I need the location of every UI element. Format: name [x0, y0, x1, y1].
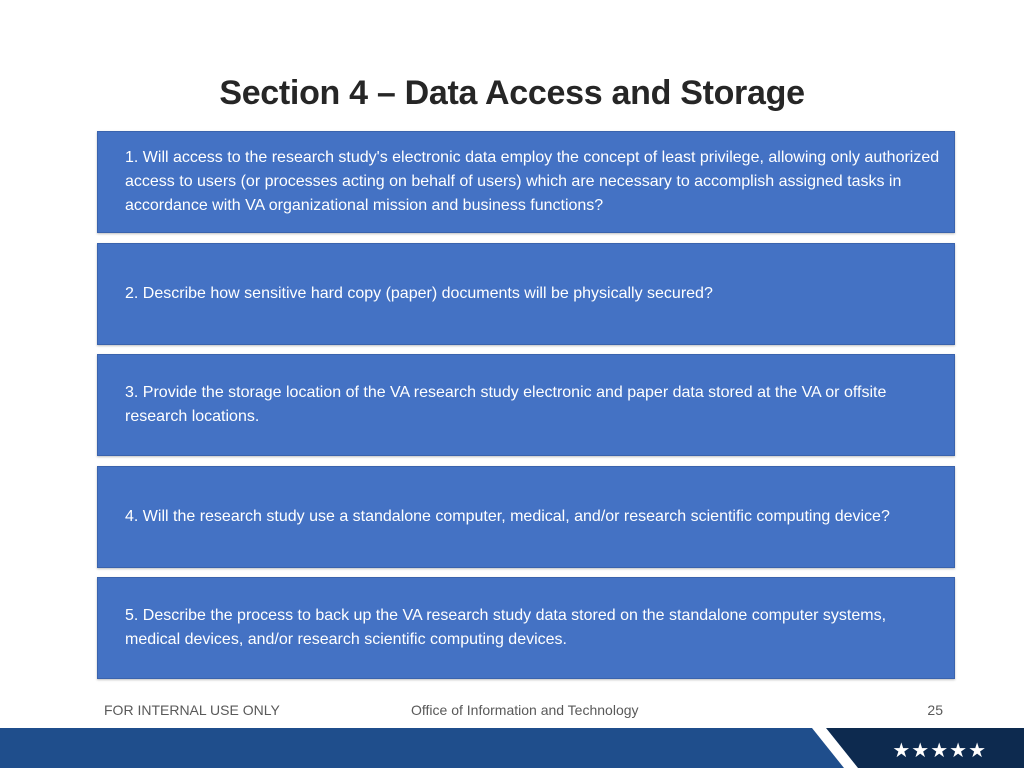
- brand-bar-graphic: [0, 728, 1024, 768]
- question-text-3: 3. Provide the storage location of the VA research study electronic and paper data stored at the VA or offsite research locations.: [125, 384, 887, 425]
- slide-title: Section 4 – Data Access and Storage: [219, 74, 805, 112]
- footer-page-number: 25: [927, 702, 943, 718]
- question-text-5: 5. Describe the process to back up the VA research study data stored on the standalone computer systems, medical devices, and/or research scientific computing devices.: [125, 607, 887, 648]
- bottom-brand-bar: [0, 728, 1024, 768]
- question-box-4: [97, 466, 955, 568]
- question-box-2: [97, 243, 955, 345]
- five-stars-icon: ★★★★★: [892, 738, 987, 762]
- question-list: [97, 131, 955, 679]
- footer-office: Office of Information and Technology: [411, 702, 639, 718]
- footer-classification: FOR INTERNAL USE ONLY: [104, 702, 280, 718]
- question-text-2: 2. Describe how sensitive hard copy (paper) documents will be physically secured?: [125, 284, 713, 302]
- question-box-5: [97, 577, 955, 679]
- question-box-3: [97, 354, 955, 456]
- question-text-1: 1. Will access to the research study's electronic data employ the concept of least privilege, allowing only authorized access to users (or processes acting on behalf of users) which are necessary to accomplish assigned tasks in accordance with VA organizational mission and business functions?: [125, 149, 940, 214]
- question-text-4: 4. Will the research study use a standalone computer, medical, and/or research scientific computing device?: [125, 507, 890, 525]
- question-box-1: [97, 131, 955, 233]
